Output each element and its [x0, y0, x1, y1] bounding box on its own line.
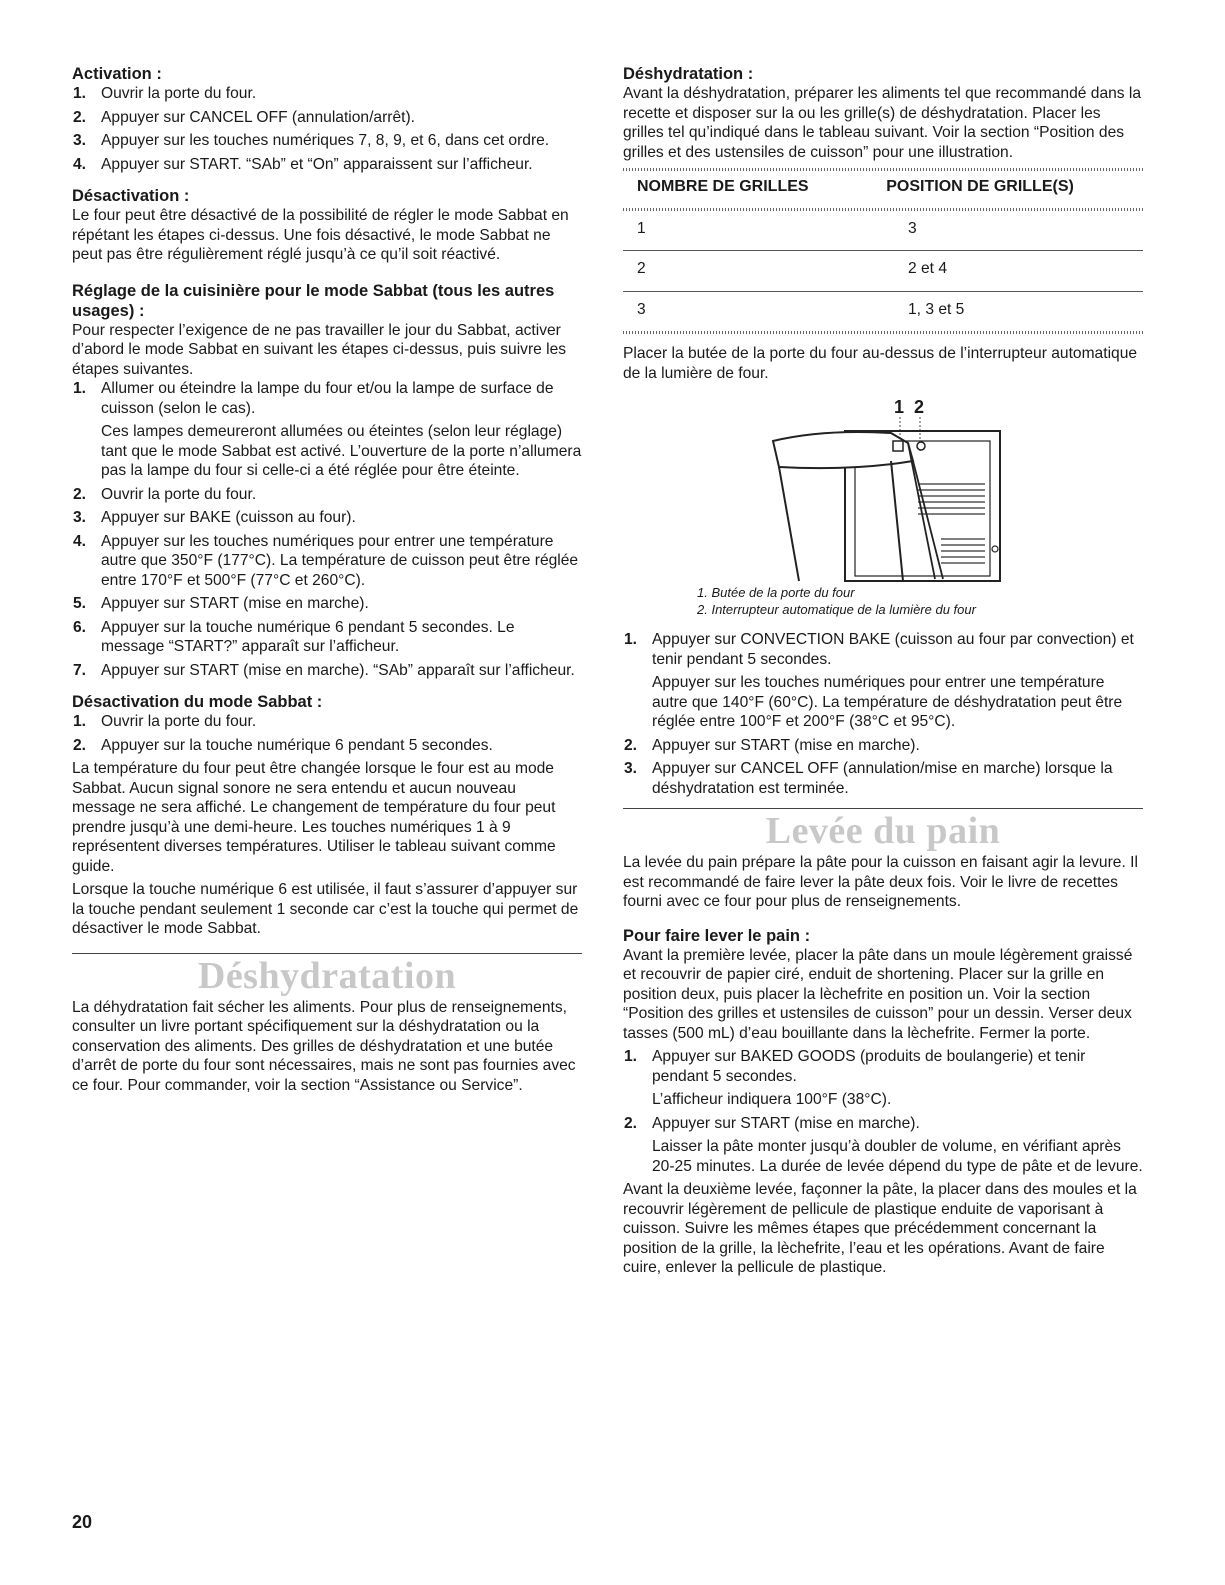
reglage-steps	[72, 379, 582, 680]
table-header: POSITION DE GRILLE(S)	[886, 178, 1074, 195]
list-item: 2. Appuyer sur CANCEL OFF (annulation/arrêt).	[73, 108, 416, 126]
desactivation-text: Le four peut être désactivé de la possibilité de régler le mode Sabbat en répétant les étapes ci-dessus. Une fois désactivé, le mode Sabbat ne peut pas être régulièrement réglé jusqu’à ce qu’il soit réactivé.	[72, 207, 569, 263]
table-row: 3 1, 3 et 5	[637, 300, 965, 318]
list-item: 1. Ouvrir la porte du four.	[73, 713, 257, 730]
list-item: 7. Appuyer sur START (mise en marche). “SAb” apparaît sur l’afficheur.	[73, 661, 575, 679]
figure-label-2: 2	[914, 397, 925, 417]
deshyd-intro: Avant la déshydratation, préparer les aliments tel que recommandé dans la recette et disposer sur la ou les grille(s) de déshydratation. Placer les grilles tel qu’indiqué dans le tableau suivant. Voir la section “Position des grilles et des ustensiles de cuisson” pour une illustration.	[623, 85, 1142, 161]
desact-sabbat-heading: Désactivation du mode Sabbat :	[72, 693, 323, 711]
caption-1: 1. Butée de la porte du four	[697, 585, 855, 600]
lever-intro: Avant la première levée, placer la pâte dans un moule légèrement graissé et recouvrir de papier ciré, enduit de shortening. Placer sur la grille en position deux, puis placer la lèchefrite en position un. Voir la section “Position des grilles et ustensiles de cuisson” pour un dessin. Verser deux tasses (500 mL) d’eau bouillante dans la lèchefrite. Fermer la porte.	[623, 946, 1133, 1042]
list-item: 1. Appuyer sur CONVECTION BAKE (cuisson au four par convection) et tenir pendant 5 secondes. Appuyer sur les touches numériques pour entrer une température autre que 140°F (60°C). La température de déshydratation peut être réglée entre 100°F et 200°F (38°C et 95°C).	[624, 631, 1134, 730]
page-number: 20	[72, 1512, 93, 1532]
list-item: 2. Ouvrir la porte du four.	[73, 485, 257, 503]
deshydratation-text: La déhydratation fait sécher les aliments. Pour plus de renseignements, consulter un livre portant spécifiquement sur la déshydratation ou la conservation des aliments. Des grilles de déshydratation et une butée d’arrêt de porte du four sont nécessaires, mais ne sont pas fournies avec ce four. Pour commander, voir la section “Assistance ou Service”.	[72, 998, 576, 1094]
lever-heading: Pour faire lever le pain :	[623, 926, 811, 945]
deshydratation-section-title: Déshydratation	[197, 954, 457, 997]
list-item: 1. Appuyer sur BAKED GOODS (produits de boulangerie) et tenir pendant 5 secondes. L’afficheur indiquera 100°F (38°C).	[624, 1048, 1086, 1108]
grill-table	[623, 171, 1143, 208]
table-header-row	[623, 171, 1143, 208]
table-row: 1 3	[623, 211, 1143, 251]
figure-label-1: 1	[894, 397, 905, 417]
list-item: 1. Ouvrir la porte du four.	[73, 85, 257, 102]
lever-final: Avant la deuxième levée, façonner la pâte, la placer dans des moules et la recouvrir légèrement de pellicule de plastique enduite de vaporisant à cuisson. Suivre les mêmes étapes que précédemment concernant la position de la grille, la lèchefrite, l’eau et les opérations. Avant de faire cuire, enlever la pellicule de plastique.	[623, 1181, 1137, 1276]
table-bottom-rule	[623, 331, 1143, 334]
left-column	[72, 64, 582, 1095]
list-item: 4. Appuyer sur START. “SAb” et “On” apparaissent sur l’afficheur.	[73, 155, 533, 173]
deshyd-heading: Déshydratation :	[623, 65, 754, 83]
activation-heading: Activation :	[72, 65, 162, 83]
desact-sabbat-steps	[72, 712, 582, 755]
desact-para-1: La température du four peut être changée lorsque le four est au mode Sabbat. Aucun signal sonore ne sera entendu et aucun nouveau message ne sera affiché. Le changement de température du four peut prendre jusqu’à une demi-heure. Les touches numériques 1 à 9 représentent diverses températures. Utiliser le tableau suivant comme guide.	[72, 760, 556, 875]
oven-door-illustration	[623, 389, 1143, 584]
right-column	[623, 64, 1143, 1278]
list-item: 6. Appuyer sur la touche numérique 6 pendant 5 secondes. Le message “START?” apparaît sur l’afficheur.	[73, 618, 515, 655]
desactivation-heading: Désactivation :	[72, 187, 190, 205]
butee-text: Placer la butée de la porte du four au-dessus de l’interrupteur automatique de la lumière de four.	[623, 345, 1138, 382]
list-item: 4. Appuyer sur les touches numériques pour entrer une température autre que 350°F (177°C). La température de cuisson peut être réglée entre 170°F et 500°F (77°C et 260°C).	[73, 532, 579, 589]
levee-section-title: Levée du pain	[765, 810, 1001, 852]
list-item: 1. Allumer ou éteindre la lampe du four et/ou la lampe de surface de cuisson (selon le cas). Ces lampes demeureront allumées ou éteintes (selon leur réglage) tant que le mode Sabbat est activé. L’ouverture de la porte n’allumera pas la lampe du four si celle-ci a été réglée pour être éteinte.	[73, 380, 582, 479]
reglage-intro: Pour respecter l’exigence de ne pas travailler le jour du Sabbat, activer d’abord le mode Sabbat en suivant les étapes ci-dessus, puis suivre les étapes suivantes.	[72, 321, 567, 378]
reglage-heading: Réglage de la cuisinière pour le mode Sabbat (tous les autres usages) :	[72, 281, 555, 320]
activation-steps	[72, 84, 582, 174]
list-item: 3. Appuyer sur BAKE (cuisson au four).	[73, 509, 356, 526]
list-item: 3. Appuyer sur les touches numériques 7, 8, 9, et 6, dans cet ordre.	[73, 132, 550, 149]
list-item: 3. Appuyer sur CANCEL OFF (annulation/mise en marche) lorsque la déshydratation est terminée.	[624, 760, 1113, 797]
list-item: 2. Appuyer sur la touche numérique 6 pendant 5 secondes.	[73, 736, 493, 754]
oven-door-figure	[623, 389, 1143, 584]
list-item: 5. Appuyer sur START (mise en marche).	[73, 595, 369, 612]
list-item: 2. Appuyer sur START (mise en marche). Laisser la pâte monter jusqu’à doubler de volume, en vérifiant après 20-25 minutes. La durée de levée dépend du type de pâte et de levure.	[624, 1114, 1143, 1175]
lever-steps	[623, 1047, 1143, 1176]
caption-2: 2. Interrupteur automatique de la lumière du four	[697, 602, 976, 617]
desact-para-2: Lorsque la touche numérique 6 est utilisée, il faut s’assurer d’appuyer sur la touche pendant seulement 1 seconde car c’est la touche qui permet de désactiver le mode Sabbat.	[72, 881, 579, 937]
table-row: 2 2 et 4	[623, 251, 1143, 292]
levee-text: La levée du pain prépare la pâte pour la cuisson en faisant agir la levure. Il est recommandé de faire lever la pâte deux fois. Voir le livre de recettes fourni avec ce four pour plus de renseignements.	[623, 854, 1138, 910]
table-header: NOMBRE DE GRILLES	[637, 178, 809, 195]
grill-table-body	[623, 211, 1143, 332]
deshyd-steps	[623, 630, 1143, 798]
list-item: 2. Appuyer sur START (mise en marche).	[624, 736, 920, 754]
